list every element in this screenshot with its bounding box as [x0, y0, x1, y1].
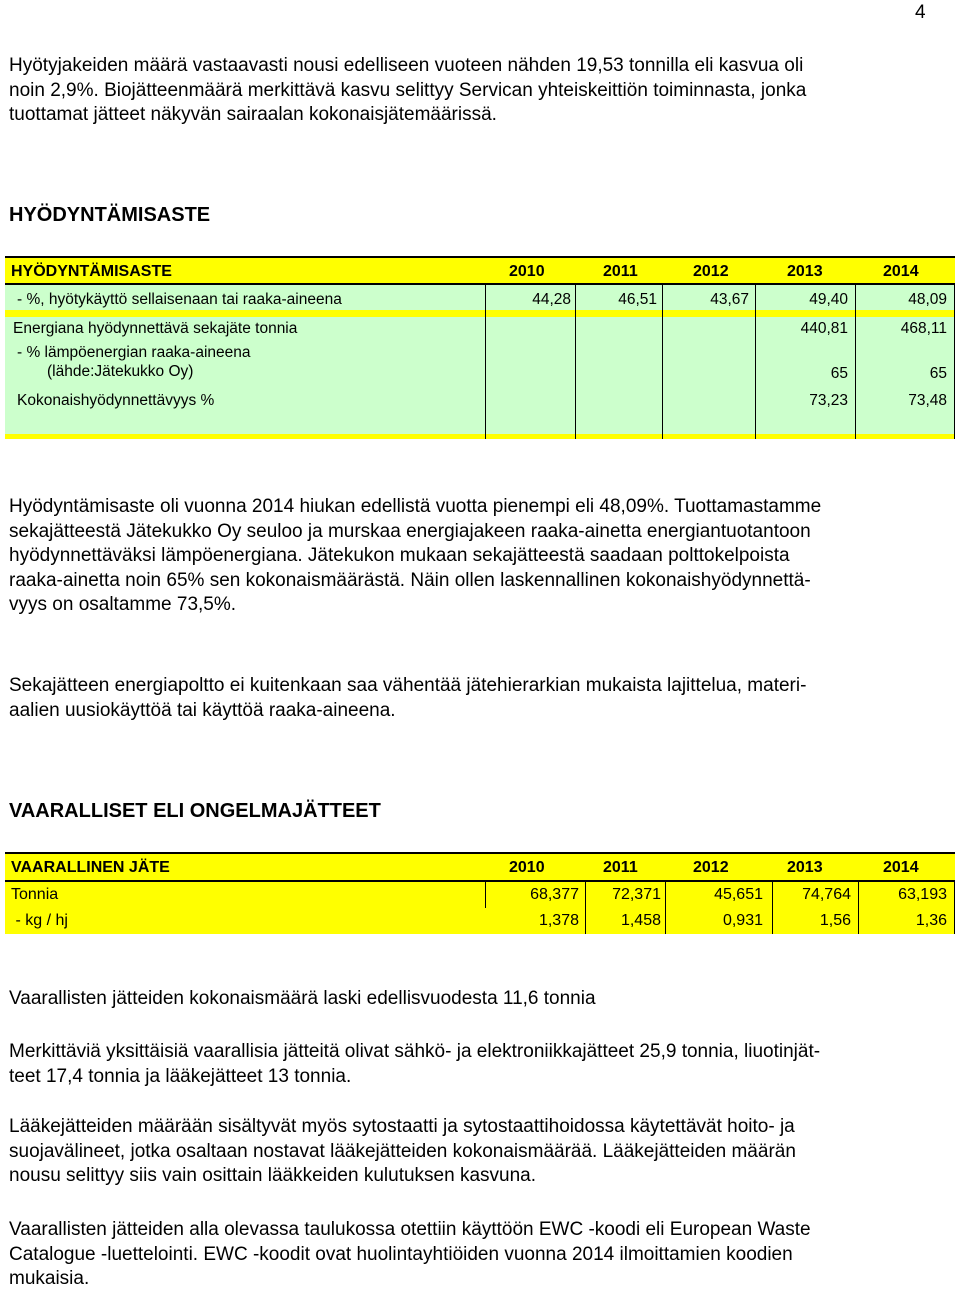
text-line: sekajätteestä Jätekukko Oy seuloo ja murskaa energiajakeen raaka-ainetta energiantuotantoon	[9, 520, 811, 542]
table-cell: 68,377	[530, 886, 579, 903]
table-row	[5, 908, 955, 934]
table-cell: 45,651	[714, 886, 763, 903]
column-divider	[954, 285, 955, 439]
column-divider	[662, 285, 663, 439]
table-cell: 43,67	[710, 291, 749, 308]
table-cell: 468,11	[900, 320, 947, 337]
row-label: Tonnia	[11, 886, 59, 903]
column-divider	[858, 908, 859, 934]
table-header-cell: 2010	[509, 859, 545, 876]
column-divider	[485, 285, 486, 439]
row-label: Kokonaishyödynnettävyys %	[17, 392, 215, 409]
column-divider	[954, 908, 955, 934]
table-cell: 65	[830, 365, 848, 382]
table-cell: 73,48	[908, 392, 947, 409]
text-line: raaka-ainetta noin 65% sen kokonaismäärästä. Näin ollen laskennallinen kokonaishyödynnettä-	[9, 569, 811, 591]
ewc-paragraph	[9, 1218, 953, 1292]
table-cell-bg	[576, 317, 662, 434]
intro-paragraph	[9, 54, 953, 128]
text-line: mukaisia.	[9, 1268, 90, 1289]
hazardous-total-paragraph	[9, 987, 953, 1012]
column-divider	[855, 285, 856, 439]
table-cell: 46,51	[618, 291, 657, 308]
text-line: noin 2,9%. Biojätteenmäärä merkittävä kasvu selittyy Servican yhteiskeittiön toiminnasta, jonka	[9, 79, 807, 101]
table-header-cell: 2012	[693, 859, 729, 876]
column-divider	[954, 882, 955, 908]
column-divider	[575, 285, 576, 439]
table-cell: 49,40	[809, 291, 848, 308]
text-line: suojavälineet, jotka osaltaan nostavat lääkejätteiden kokonaismäärää. Lääkejätteiden määrän	[9, 1140, 796, 1162]
table-cell: 48,09	[908, 291, 947, 308]
table-header-cell: 2014	[883, 263, 919, 280]
table-cell: 63,193	[898, 886, 947, 903]
table-header-cell: HYÖDYNTÄMISASTE	[11, 263, 172, 280]
table-cell: 1,378	[538, 912, 579, 929]
table-cell-bg	[486, 317, 575, 434]
text-line: tuottamat jätteet näkyvän sairaalan kokonaisjätemäärissä.	[9, 104, 497, 125]
column-divider	[755, 285, 756, 439]
column-divider	[665, 882, 666, 908]
table-cell: 72,371	[612, 886, 661, 903]
hazardous-items-paragraph	[9, 1040, 953, 1089]
table-cell: 0,931	[722, 912, 763, 929]
text-line: Merkittäviä yksittäisiä vaarallisia jätteitä olivat sähkö- ja elektroniikkajätteet 25,9 tonnia, liuotinjät-	[9, 1041, 821, 1062]
table-cell: 1,458	[620, 912, 661, 929]
row-label-source: (lähde:Jätekukko Oy)	[47, 363, 194, 380]
table-body	[5, 285, 955, 439]
column-divider	[665, 908, 666, 934]
text-line: Vaarallisten jätteiden kokonaismäärä laski edellisvuodesta 11,6 tonnia	[9, 988, 596, 1009]
text-line: Sekajätteen energiapoltto ei kuitenkaan saa vähentää jätehierarkian mukaista lajittelua, materi-	[9, 675, 807, 696]
column-divider	[858, 882, 859, 908]
table-header-cell: 2012	[693, 263, 729, 280]
hazardous-waste-table	[5, 852, 955, 934]
text-line: Hyödyntämisaste oli vuonna 2014 hiukan edellistä vuotta pienempi eli 48,09%. Tuottamastamme	[9, 496, 822, 517]
table-header-cell: 2013	[787, 859, 823, 876]
row-label: Energiana hyödynnettävä sekajäte tonnia	[13, 320, 298, 337]
utilization-table	[5, 256, 955, 439]
table-cell: 440,81	[800, 320, 848, 337]
table-row	[5, 882, 955, 908]
table-cell: 1,56	[819, 912, 851, 929]
column-divider	[485, 882, 486, 908]
page-number: 4	[915, 2, 926, 23]
medicine-waste-paragraph	[9, 1115, 953, 1189]
row-label: - %, hyötykäyttö sellaisenaan tai raaka-aineena	[17, 291, 342, 308]
row-label: - % lämpöenergian raaka-aineena	[17, 344, 251, 361]
energy-paragraph	[9, 674, 953, 723]
section-heading-utilization: HYÖDYNTÄMISASTE	[9, 204, 211, 226]
utilization-paragraph	[9, 495, 953, 618]
table-header-cell: 2014	[883, 859, 919, 876]
table-cell: 44,28	[532, 291, 571, 308]
table-header-cell: 2011	[603, 263, 638, 280]
text-line: aalien uusiokäyttöä tai käyttöä raaka-aineena.	[9, 699, 396, 721]
table-header-row	[5, 852, 955, 882]
table-header-cell: 2013	[787, 263, 823, 280]
table-header-cell: VAARALLINEN JÄTE	[11, 859, 170, 876]
text-line: Catalogue -luettelointi. EWC -koodit ovat huolintayhtiöiden vuonna 2014 ilmoittamien koodien	[9, 1243, 793, 1265]
section-heading-hazardous: VAARALLISET ELI ONGELMAJÄTTEET	[9, 800, 381, 822]
text-line: Lääkejätteiden määrään sisältyvät myös sytostaatti ja sytostaattihoidossa käytettävät hoito- ja	[9, 1116, 795, 1137]
text-line: nousu selittyy siis vain osittain lääkkeiden kulutuksen kasvuna.	[9, 1165, 537, 1186]
table-cell: 65	[929, 365, 947, 382]
table-cell: 74,764	[802, 886, 851, 903]
text-line: teet 17,4 tonnia ja lääkejätteet 13 tonnia.	[9, 1065, 352, 1087]
table-header-cell: 2010	[509, 263, 545, 280]
table-header-row	[5, 256, 955, 285]
text-line: Vaarallisten jätteiden alla olevassa taulukossa otettiin käyttöön EWC -koodi eli European Waste	[9, 1219, 811, 1240]
text-line: hyödynnettäväksi lämpöenergiana. Jätekukon mukaan sekajätteestä saadaan polttokelpoista	[9, 545, 790, 566]
table-cell-bg	[663, 317, 755, 434]
text-line: Hyötyjakeiden määrä vastaavasti nousi edelliseen vuoteen nähden 19,53 tonnilla eli kasvua oli	[9, 55, 804, 76]
table-cell: 1,36	[915, 912, 947, 929]
row-label: - kg / hj	[11, 912, 68, 929]
table-header-cell: 2011	[603, 859, 638, 876]
text-line: vyys on osaltamme 73,5%.	[9, 594, 237, 615]
table-cell: 73,23	[809, 392, 848, 409]
